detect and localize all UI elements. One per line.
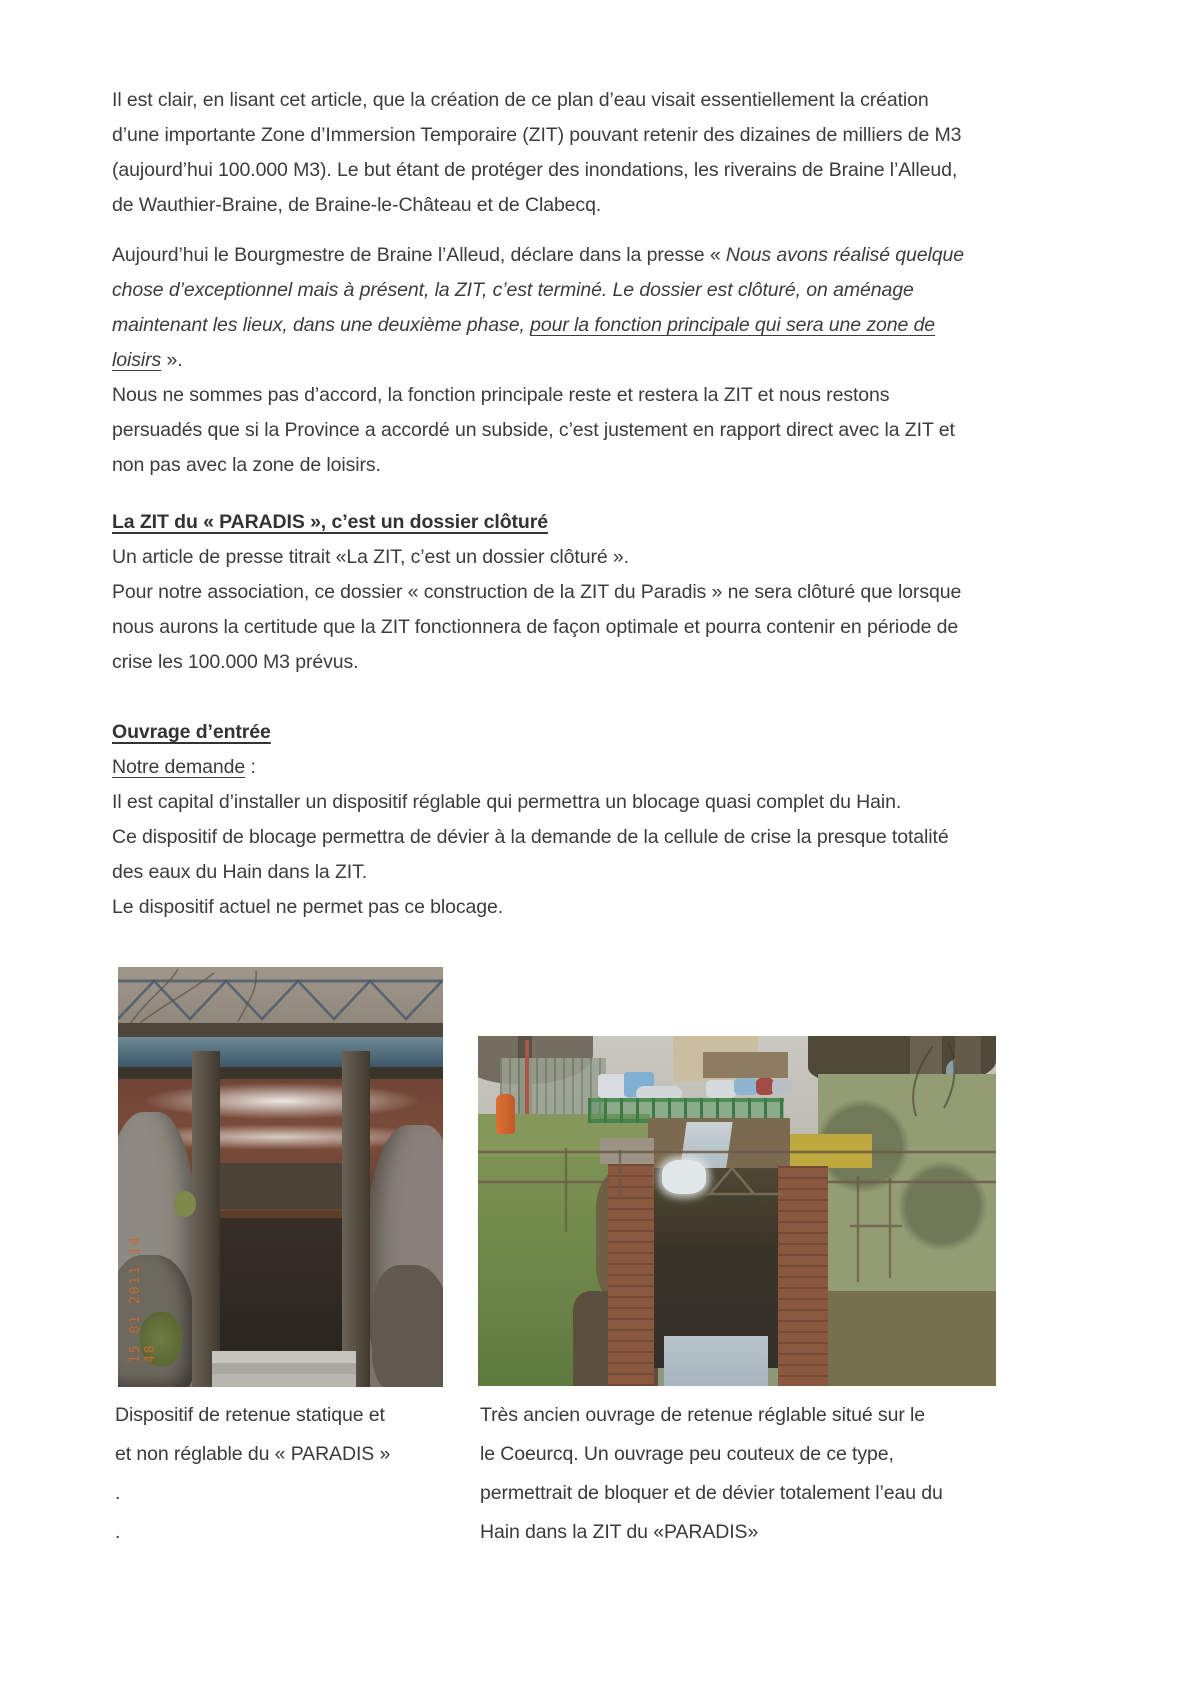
photo-left-snow-patch — [146, 1083, 418, 1119]
subheading-colon: : — [245, 756, 256, 778]
photo-left-pillar-right — [342, 1051, 370, 1387]
paragraph-intro: Il est clair, en lisant cet article, que la création de ce plan d’eau visait essentiellement la création d’une importante Zone d’Immersion Temporaire (ZIT) pouvant retenir des dizaines de milliers de M3 (aujourd’hui 100.000 M3). Le but étant de protéger des inondations, les riverains de Braine l’Alleud, de Wauthier-Braine, de Braine-le-Château et de Clabecq. — [112, 89, 962, 216]
paragraph-blocage-deviation: Ce dispositif de blocage permettra de dévier à la demande de la cellule de crise la presque totalité des eaux du Hain dans la ZIT. — [112, 826, 949, 883]
subheading-notre-demande — [112, 750, 964, 785]
photo-left-pillar-left — [192, 1051, 220, 1387]
photo-left-gate-rust-edge — [220, 1209, 342, 1218]
caption-left-line: et non réglable du « PARADIS » — [115, 1443, 391, 1465]
heading-dossier-cloture: La ZIT du « PARADIS », c’est un dossier clôturé — [112, 511, 548, 533]
caption-right-line: le Coeurcq. Un ouvrage peu couteux de ce type, — [480, 1443, 894, 1465]
photo-left-rock-right-lower — [372, 1265, 443, 1387]
caption-right-line: Très ancien ouvrage de retenue réglable situé sur le — [480, 1404, 926, 1426]
photo-static-retention-device — [118, 967, 443, 1387]
quote-lead: Aujourd’hui le Bourgmestre de Braine l’Alleud, déclare dans la presse « — [112, 244, 726, 266]
paragraph-dispositif-actuel: Le dispositif actuel ne permet pas ce blocage. — [112, 896, 504, 918]
quote-italic-underlined-text: pour la fonction principale qui sera une zone de loisirs — [112, 314, 936, 371]
photo-left-timestamp: 15 01 2011 14 48 — [128, 1235, 158, 1363]
photo-left-sluice-gate — [220, 1211, 342, 1351]
paragraph-association-position: Pour notre association, ce dossier « construction de la ZIT du Paradis » ne sera clôturé que lorsque nous aurons la certitude que la ZIT fonctionnera de façon optimale et pourra contenir en période de crise les 100.000 M3 prévus. — [112, 581, 962, 673]
text-block — [112, 83, 964, 925]
quote-tail: ». — [161, 349, 183, 371]
photo-right-railings-drawing — [478, 1036, 996, 1386]
photo-left-water — [212, 1351, 356, 1387]
quote-italic-text: Nous avons réalisé quelque chose d’exceptionnel mais à présent, la ZIT, c’est terminé. Le dossier est clôturé, on aménage maintenant les lieux, dans une deuxième phase, — [112, 244, 964, 336]
paragraph-disagreement: Nous ne sommes pas d’accord, la fonction principale reste et restera la ZIT et nous restons persuadés que si la Province a accordé un subside, c’est justement en rapport direct avec la ZIT et non pas avec la zone de loisirs. — [112, 384, 955, 476]
caption-left-line: . — [115, 1521, 121, 1543]
subheading-notre-demande-text: Notre demande — [112, 756, 246, 778]
paragraph-dispositif-reglable: Il est capital d’installer un dispositif réglable qui permettra un blocage quasi complet du Hain. — [112, 791, 902, 813]
photo-coeurcq-weir — [478, 1036, 996, 1386]
caption-right-line: Hain dans la ZIT du «PARADIS» — [480, 1521, 759, 1543]
caption-right-photo — [480, 1396, 985, 1552]
paragraph-mayor-quote — [112, 238, 964, 378]
caption-right-line: permettrait de bloquer et de dévier totalement l’eau du — [480, 1482, 943, 1504]
caption-left-line: Dispositif de retenue statique et — [115, 1404, 385, 1426]
photo-left-moss-small — [174, 1191, 196, 1217]
heading-ouvrage-entree: Ouvrage d’entrée — [112, 721, 271, 743]
caption-left-line: . — [115, 1482, 121, 1504]
photo-left-steel-beam — [118, 1037, 443, 1067]
caption-left-photo — [115, 1396, 460, 1552]
photo-left-gate-frame — [220, 1163, 342, 1211]
paragraph-press-article: Un article de presse titrait «La ZIT, c’est un dossier clôturé ». — [112, 546, 629, 568]
